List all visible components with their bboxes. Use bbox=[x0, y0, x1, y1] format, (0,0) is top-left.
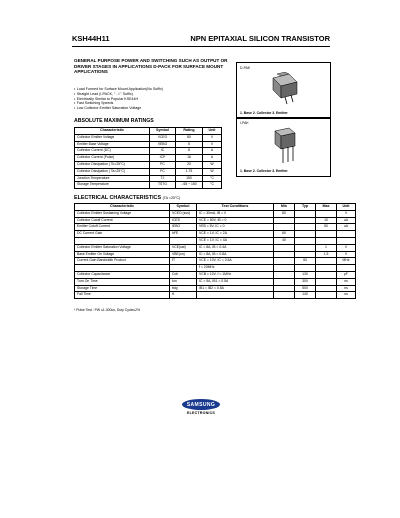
cell: W bbox=[203, 161, 222, 168]
cell: Collector Current (DC) bbox=[75, 148, 150, 155]
cell: ICP bbox=[150, 155, 176, 162]
cell: 500 bbox=[295, 285, 316, 292]
cell: VCEO bbox=[150, 134, 176, 141]
cell: ns bbox=[337, 285, 356, 292]
cell bbox=[295, 210, 316, 217]
cell bbox=[295, 265, 316, 272]
cell: Junction Temperature bbox=[75, 175, 150, 182]
cell bbox=[274, 224, 295, 231]
part-number: KSH44H11 bbox=[72, 34, 110, 43]
cell: VCE = 1V, IC = 4A bbox=[197, 237, 274, 244]
cell: V bbox=[337, 244, 356, 251]
column-header: Unit bbox=[203, 128, 222, 135]
cell: A bbox=[203, 155, 222, 162]
table-row bbox=[75, 251, 356, 258]
cell: IC = 30mA, IB = 0 bbox=[197, 210, 274, 217]
column-header: Symbol bbox=[150, 128, 176, 135]
cell: PC bbox=[150, 168, 176, 175]
pin-labels: 1. Base 2. Collector 3. Emitter bbox=[240, 111, 288, 115]
cell: ICES bbox=[170, 217, 197, 224]
cell: 300 bbox=[295, 278, 316, 285]
cell: Storage Temperature bbox=[75, 182, 150, 189]
table-row bbox=[75, 285, 356, 292]
cell: Emitter Cutoff Current bbox=[75, 224, 170, 231]
table-row bbox=[75, 148, 222, 155]
table-row bbox=[75, 210, 356, 217]
electrical-title-text: ELECTRICAL CHARACTERISTICS bbox=[74, 195, 162, 201]
cell: IC = 5A, IB1 = 0.5A bbox=[197, 278, 274, 285]
cell: uA bbox=[337, 224, 356, 231]
feature-item: • Load Formed for Surface Mount Application(No Suffix) bbox=[74, 87, 234, 92]
table-row bbox=[75, 217, 356, 224]
cell: PC bbox=[150, 161, 176, 168]
package-name: D-PAK bbox=[240, 66, 251, 70]
pulse-test-note: * Pulse Test : PW ≤1.300us, Duty Cycle≤2% bbox=[74, 308, 141, 312]
cell: DC Current Gain bbox=[75, 231, 170, 238]
abs-max-title: ABSOLUTE MAXIMUM RATINGS bbox=[74, 118, 154, 124]
cell: tf bbox=[170, 292, 197, 299]
cell: °C bbox=[203, 175, 222, 182]
cell: Storage Time bbox=[75, 285, 170, 292]
cell: IB1 = IB2 = 0.5A bbox=[197, 285, 274, 292]
cell: 130 bbox=[295, 271, 316, 278]
cell: Collector Current (Pulse) bbox=[75, 155, 150, 162]
cell: Collector Dissipation ( Tc=25°C) bbox=[75, 161, 150, 168]
table-row bbox=[75, 278, 356, 285]
table-row bbox=[75, 271, 356, 278]
cell: Collector Emitter Voltage bbox=[75, 134, 150, 141]
table-row bbox=[75, 292, 356, 299]
dpak-package-box bbox=[236, 62, 331, 119]
cell bbox=[197, 292, 274, 299]
table-row bbox=[75, 155, 222, 162]
cell: V bbox=[203, 134, 222, 141]
cell bbox=[274, 244, 295, 251]
cell: V bbox=[337, 210, 356, 217]
ipak-package-box bbox=[236, 117, 331, 177]
cell: VCE = 10V, IC = 0.5A bbox=[197, 258, 274, 265]
column-header: Max bbox=[316, 204, 337, 211]
cell: hFE bbox=[170, 231, 197, 238]
cell bbox=[316, 271, 337, 278]
cell: 140 bbox=[295, 292, 316, 299]
cell bbox=[316, 285, 337, 292]
cell: Current Gain Bandwidth Product bbox=[75, 258, 170, 265]
cell bbox=[316, 258, 337, 265]
cell bbox=[274, 217, 295, 224]
cell bbox=[337, 265, 356, 272]
feature-item: • Straight Lead (I-PACK, " - I " Suffix) bbox=[74, 92, 234, 97]
cell: MHz bbox=[337, 258, 356, 265]
cell: °C bbox=[203, 182, 222, 189]
cell: 10 bbox=[316, 217, 337, 224]
intro-heading: GENERAL PURPOSE POWER AND SWITCHING SUCH AS OUTPUT OR DRIVER STAGES IN APPLICATIONS D-PACK FOR SURFACE MOUNT APPLICATIONS bbox=[74, 58, 228, 75]
cell bbox=[295, 224, 316, 231]
column-header: Rating bbox=[176, 128, 203, 135]
cell bbox=[337, 237, 356, 244]
table-row bbox=[75, 168, 222, 175]
cell: ns bbox=[337, 278, 356, 285]
column-header: Characteristic bbox=[75, 204, 170, 211]
product-title: NPN EPITAXIAL SILICON TRANSISTOR bbox=[190, 34, 330, 43]
samsung-logo bbox=[182, 399, 220, 415]
electrical-condition: (TA =25°C) bbox=[162, 196, 181, 200]
cell bbox=[316, 265, 337, 272]
table-row bbox=[75, 161, 222, 168]
column-header: Typ bbox=[295, 204, 316, 211]
feature-list bbox=[74, 87, 234, 111]
cell: Ccb bbox=[170, 271, 197, 278]
column-header: Test Conditions bbox=[197, 204, 274, 211]
cell bbox=[75, 237, 170, 244]
table-row bbox=[75, 224, 356, 231]
cell: IEBO bbox=[170, 224, 197, 231]
table-row bbox=[75, 141, 222, 148]
column-header: Characteristic bbox=[75, 128, 150, 135]
cell: 150 bbox=[176, 175, 203, 182]
cell: ns bbox=[337, 292, 356, 299]
cell bbox=[295, 231, 316, 238]
dpak-package-icon bbox=[267, 72, 301, 106]
cell: VCB = 10V, f = 1MHz bbox=[197, 271, 274, 278]
cell bbox=[274, 292, 295, 299]
cell: 5 bbox=[176, 141, 203, 148]
cell: Collector Cutoff Current bbox=[75, 217, 170, 224]
table-row bbox=[75, 175, 222, 182]
cell: 50 bbox=[316, 224, 337, 231]
cell: 1.75 bbox=[176, 168, 203, 175]
cell: 16 bbox=[176, 155, 203, 162]
electrical-title bbox=[74, 195, 180, 201]
column-header: Min bbox=[274, 204, 295, 211]
cell: Collector Emitter Saturation Voltage bbox=[75, 244, 170, 251]
feature-item: • Electrically Similar to Popular KSE44H bbox=[74, 97, 234, 102]
cell: Collector Emitter Sustaining Voltage bbox=[75, 210, 170, 217]
cell: V bbox=[337, 251, 356, 258]
cell: 20 bbox=[176, 161, 203, 168]
cell: TSTG bbox=[150, 182, 176, 189]
cell bbox=[295, 217, 316, 224]
pin-labels: 1. Base 2. Collector 3. Emitter bbox=[240, 169, 288, 173]
cell: VCE(sat) bbox=[170, 244, 197, 251]
cell: VEB = 5V, IC = 0 bbox=[197, 224, 274, 231]
cell bbox=[274, 265, 295, 272]
logo-subtitle: ELECTRONICS bbox=[187, 411, 215, 415]
cell: uA bbox=[337, 217, 356, 224]
cell: 40 bbox=[274, 237, 295, 244]
cell: VEBO bbox=[150, 141, 176, 148]
feature-item: • Low Collector Emitter Saturation Voltage bbox=[74, 106, 234, 111]
cell bbox=[274, 285, 295, 292]
cell: V bbox=[203, 141, 222, 148]
table-row bbox=[75, 134, 222, 141]
cell: A bbox=[203, 148, 222, 155]
cell bbox=[316, 292, 337, 299]
cell: - 65 ~ 150 bbox=[176, 182, 203, 189]
header-divider bbox=[72, 46, 330, 47]
package-name: I-PAK bbox=[240, 121, 249, 125]
cell: tstg bbox=[170, 285, 197, 292]
table-row bbox=[75, 237, 356, 244]
column-header: Unit bbox=[337, 204, 356, 211]
samsung-logo-mark: SAMSUNG bbox=[182, 399, 220, 410]
cell bbox=[274, 271, 295, 278]
cell: 80 bbox=[176, 134, 203, 141]
cell: W bbox=[203, 168, 222, 175]
table-header-row bbox=[75, 128, 222, 135]
cell bbox=[75, 265, 170, 272]
cell: f = 20MHz bbox=[197, 265, 274, 272]
cell: VBE(on) bbox=[170, 251, 197, 258]
cell: Turn On Time bbox=[75, 278, 170, 285]
cell: 60 bbox=[274, 231, 295, 238]
cell bbox=[274, 278, 295, 285]
cell: IC bbox=[150, 148, 176, 155]
cell: VCE = 80V, IB = 0 bbox=[197, 217, 274, 224]
cell bbox=[316, 210, 337, 217]
cell bbox=[316, 278, 337, 285]
table-row bbox=[75, 231, 356, 238]
cell: Collector Capacitance bbox=[75, 271, 170, 278]
cell: 8 bbox=[176, 148, 203, 155]
cell: TJ bbox=[150, 175, 176, 182]
cell bbox=[274, 251, 295, 258]
cell: Emitter Base Voltage bbox=[75, 141, 150, 148]
cell: 1.5 bbox=[316, 251, 337, 258]
cell bbox=[316, 231, 337, 238]
cell: Base Emitter On Voltage bbox=[75, 251, 170, 258]
cell: ton bbox=[170, 278, 197, 285]
cell: VCE = 1V, IC = 2A bbox=[197, 231, 274, 238]
cell bbox=[170, 237, 197, 244]
table-row bbox=[75, 244, 356, 251]
cell: 80 bbox=[274, 210, 295, 217]
abs-max-table bbox=[74, 127, 222, 189]
cell bbox=[274, 258, 295, 265]
cell: 50 bbox=[295, 258, 316, 265]
cell: fT bbox=[170, 258, 197, 265]
cell: Collector Dissipation ( Ta=25°C) bbox=[75, 168, 150, 175]
table-row bbox=[75, 265, 356, 272]
electrical-table bbox=[74, 203, 356, 299]
column-header: Symbol bbox=[170, 204, 197, 211]
table-row bbox=[75, 258, 356, 265]
cell: IC = 8A, IB = 0.4A bbox=[197, 244, 274, 251]
cell: VCEO (sus) bbox=[170, 210, 197, 217]
cell bbox=[295, 237, 316, 244]
cell: IC = 8A, IB = 0.8A bbox=[197, 251, 274, 258]
table-row bbox=[75, 182, 222, 189]
feature-item: • Fast Switching Speeds bbox=[74, 101, 234, 106]
cell bbox=[170, 265, 197, 272]
cell: pF bbox=[337, 271, 356, 278]
cell: Fall Time bbox=[75, 292, 170, 299]
cell bbox=[295, 251, 316, 258]
ipak-package-icon bbox=[267, 127, 301, 165]
cell bbox=[337, 231, 356, 238]
cell bbox=[316, 237, 337, 244]
cell bbox=[295, 244, 316, 251]
cell: 1 bbox=[316, 244, 337, 251]
table-header-row bbox=[75, 204, 356, 211]
